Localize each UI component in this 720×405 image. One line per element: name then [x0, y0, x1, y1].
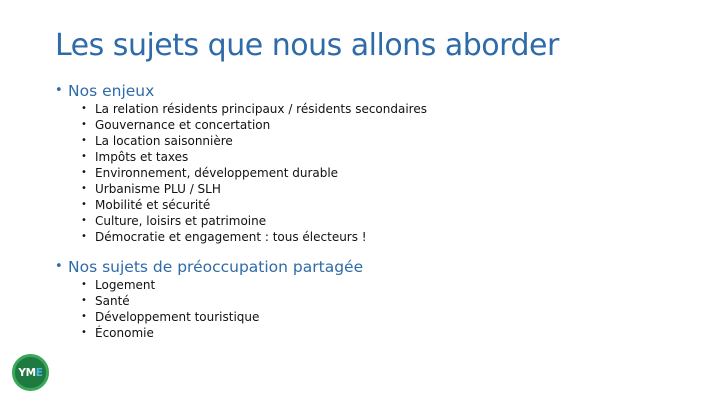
bullet-icon: • [81, 295, 87, 306]
list-item-text: Impôts et taxes [95, 150, 189, 164]
bullet-icon: • [81, 119, 87, 130]
list-item-text: Urbanisme PLU / SLH [95, 182, 221, 196]
list-item [81, 117, 427, 133]
list-item [81, 277, 363, 293]
list-item [81, 229, 427, 245]
list-item [81, 181, 427, 197]
bullet-icon: • [81, 311, 87, 322]
list-item [81, 325, 363, 341]
logo-text [18, 367, 42, 379]
list-item-text: Culture, loisirs et patrimoine [95, 214, 267, 228]
list-item-text: Démocratie et engagement : tous électeurs ! [95, 230, 367, 244]
list-item [81, 149, 427, 165]
bullet-icon: • [55, 83, 63, 98]
list-item-text: Mobilité et sécurité [95, 198, 211, 212]
bullet-icon: • [81, 167, 87, 178]
section-heading-text: Nos sujets de préoccupation partagée [68, 258, 364, 276]
list-item [81, 293, 363, 309]
list-item-text: Développement touristique [95, 310, 260, 324]
section-heading [55, 257, 363, 277]
bullet-icon: • [81, 151, 87, 162]
logo-text-main: YM [18, 366, 36, 379]
list-item-text: Gouvernance et concertation [95, 118, 271, 132]
bullet-icon: • [55, 259, 63, 274]
list-item [81, 101, 427, 117]
section-preoccupations [55, 257, 363, 341]
logo-text-accent: E [35, 366, 43, 379]
section-item-list [81, 277, 363, 341]
bullet-icon: • [81, 327, 87, 338]
section-item-list [81, 101, 427, 245]
section-nos-enjeux [55, 81, 427, 245]
yme-logo [12, 354, 49, 391]
list-item-text: Économie [95, 326, 154, 340]
bullet-icon: • [81, 183, 87, 194]
list-item-text: La location saisonnière [95, 134, 233, 148]
bullet-icon: • [81, 231, 87, 242]
slide-title: Les sujets que nous allons aborder [55, 28, 559, 63]
list-item [81, 165, 427, 181]
bullet-icon: • [81, 103, 87, 114]
list-item [81, 309, 363, 325]
list-item [81, 133, 427, 149]
bullet-icon: • [81, 135, 87, 146]
bullet-icon: • [81, 199, 87, 210]
list-item-text: Santé [95, 294, 130, 308]
list-item-text: La relation résidents principaux / résidents secondaires [95, 102, 427, 116]
list-item-text: Logement [95, 278, 156, 292]
section-heading [55, 81, 427, 101]
list-item-text: Environnement, développement durable [95, 166, 339, 180]
bullet-icon: • [81, 215, 87, 226]
list-item [81, 197, 427, 213]
list-item [81, 213, 427, 229]
bullet-icon: • [81, 279, 87, 290]
section-heading-text: Nos enjeux [68, 82, 155, 100]
